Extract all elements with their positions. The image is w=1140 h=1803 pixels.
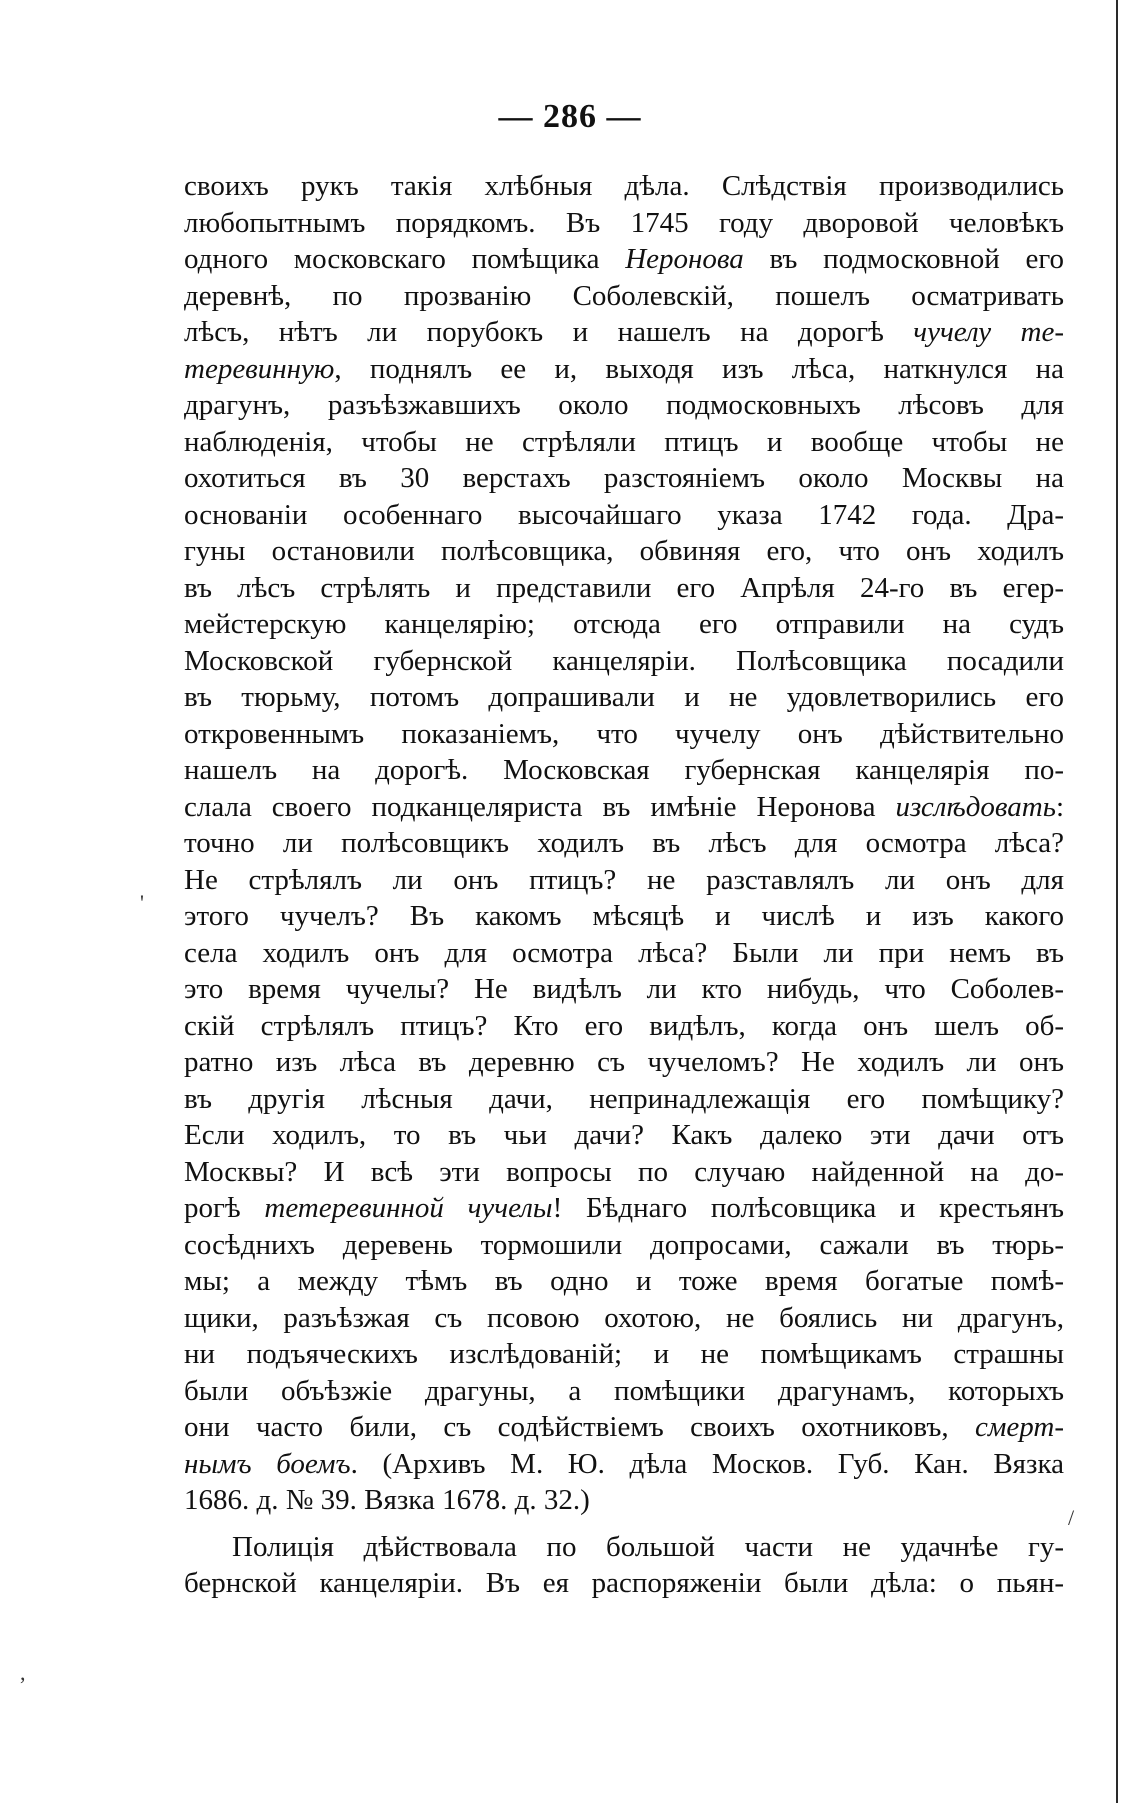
italic-text: чучелу те- xyxy=(913,316,1064,348)
text-line: села ходилъ онъ для осмотра лѣса? Были ли при немъ въ xyxy=(184,936,1064,969)
text-line: гуны остановили полѣсовщика, обвиняя его, что онъ ходилъ xyxy=(184,535,1064,567)
italic-text: смерт- xyxy=(975,1411,1064,1443)
text-line: въ лѣсъ стрѣлять и представили его Апрѣля 24-го въ егер- xyxy=(184,571,1064,604)
text-line: своихъ рукъ такія хлѣбныя дѣла. Слѣдствія производились xyxy=(184,170,1064,202)
text-line: охотиться въ 30 верстахъ разстояніемъ около Москвы на xyxy=(184,462,1064,494)
text-line: деревнѣ, по прозванію Соболевскій, пошелъ осматривать xyxy=(184,279,1064,312)
body-text xyxy=(184,168,1064,1602)
italic-text: Неронова xyxy=(625,243,744,275)
text-line: щики, разъѣзжая съ псовою охотою, не боялись ни драгунъ, xyxy=(184,1301,1064,1334)
paragraph-gap xyxy=(184,1519,1064,1529)
text-line: Московской губернской канцеляріи. Полѣсовщика посадили xyxy=(184,644,1064,677)
margin-speck: ' xyxy=(140,890,144,915)
text-line: въ другія лѣсныя дачи, непринадлежащія его помѣщику? xyxy=(184,1082,1064,1115)
page-number: — 286 — xyxy=(498,98,642,135)
italic-text: изслѣдовать xyxy=(895,790,1056,823)
text-line: основаніи особеннаго высочайшаго указа 1742 года. Дра- xyxy=(184,498,1064,531)
text-line: ратно изъ лѣса въ деревню съ чучеломъ? Не ходилъ ли онъ xyxy=(184,1046,1064,1078)
text-line: нашелъ на дорогѣ. Московская губернская канцелярія по- xyxy=(184,754,1064,786)
text-line: точно ли полѣсовщикъ ходилъ въ лѣсъ для осмотра лѣса? xyxy=(184,827,1064,859)
text-line: Полиція дѣйствовала по большой части не удачнѣе гу- xyxy=(232,1530,1064,1563)
text-line: слала своего подканцеляриста въ имѣніе Неронова изслѣдовать: xyxy=(184,790,1064,823)
italic-text: теревинную xyxy=(184,352,335,385)
text-line: теревинную, поднялъ ее и, выходя изъ лѣса, наткнулся на xyxy=(184,352,1064,385)
text-line: это время чучелы? Не видѣлъ ли кто нибудь, что Соболев- xyxy=(184,973,1064,1005)
text-line: Москвы? И всѣ эти вопросы по случаю найденной на до- xyxy=(184,1155,1064,1188)
text-line: они часто били, съ содѣйствіемъ своихъ охотниковъ, смерт- xyxy=(184,1411,1064,1443)
text-line: мы; а между тѣмъ въ одно и тоже время богатые помѣ- xyxy=(184,1265,1064,1297)
text-line: откровеннымъ показаніемъ, что чучелу онъ дѣйствительно xyxy=(184,717,1064,750)
text-line: ни подъяческихъ изслѣдованій; и не помѣщикамъ страшны xyxy=(184,1338,1064,1370)
text-line: одного московскаго помѣщика Неронова въ подмосковной его xyxy=(184,243,1065,275)
margin-speck: / xyxy=(1068,1505,1075,1530)
text-line: рогѣ тетеревинной чучелы! Бѣднаго полѣсовщика и крестьянъ xyxy=(184,1192,1064,1224)
text-line: бернской канцеляріи. Въ ея распоряженіи были дѣла: о пьян- xyxy=(184,1567,1064,1599)
text-line: Не стрѣлялъ ли онъ птицъ? не разставлялъ ли онъ для xyxy=(184,863,1064,896)
italic-text: нымъ боемъ xyxy=(184,1447,351,1480)
text-line: нымъ боемъ. (Архивъ М. Ю. дѣла Москов. Губ. Кан. Вязка xyxy=(184,1447,1064,1480)
page-edge-rule xyxy=(1116,0,1118,1803)
text-line: скій стрѣлялъ птицъ? Кто его видѣлъ, когда онъ шелъ об- xyxy=(184,1009,1064,1042)
text-line: любопытнымъ порядкомъ. Въ 1745 году дворовой человѣкъ xyxy=(184,206,1064,239)
paragraph-1 xyxy=(184,168,1064,1519)
paragraph-2 xyxy=(184,1529,1064,1602)
italic-text: тетеревинной чучелы xyxy=(264,1192,553,1224)
text-line: наблюденія, чтобы не стрѣляли птицъ и вообще чтобы не xyxy=(184,425,1064,458)
margin-speck: , xyxy=(20,1660,26,1685)
text-line: лѣсъ, нѣтъ ли порубокъ и нашелъ на дорогѣ чучелу те- xyxy=(184,316,1064,348)
text-line: 1686. д. № 39. Вязка 1678. д. 32.) xyxy=(184,1484,590,1516)
text-line: были объѣзжіе драгуны, а помѣщики драгунамъ, которыхъ xyxy=(184,1374,1064,1407)
text-line: этого чучелъ? Въ какомъ мѣсяцѣ и числѣ и изъ какого xyxy=(184,900,1064,932)
text-line: сосѣднихъ деревень тормошили допросами, сажали въ тюрь- xyxy=(184,1228,1064,1261)
text-line: въ тюрьму, потомъ допрашивали и не удовлетворились его xyxy=(184,681,1064,713)
text-line: мейстерскую канцелярію; отсюда его отправили на судъ xyxy=(184,608,1064,640)
text-line: драгунъ, разъѣзжавшихъ около подмосковныхъ лѣсовъ для xyxy=(184,389,1064,421)
text-line: Если ходилъ, то въ чьи дачи? Какъ далеко эти дачи отъ xyxy=(184,1119,1064,1151)
